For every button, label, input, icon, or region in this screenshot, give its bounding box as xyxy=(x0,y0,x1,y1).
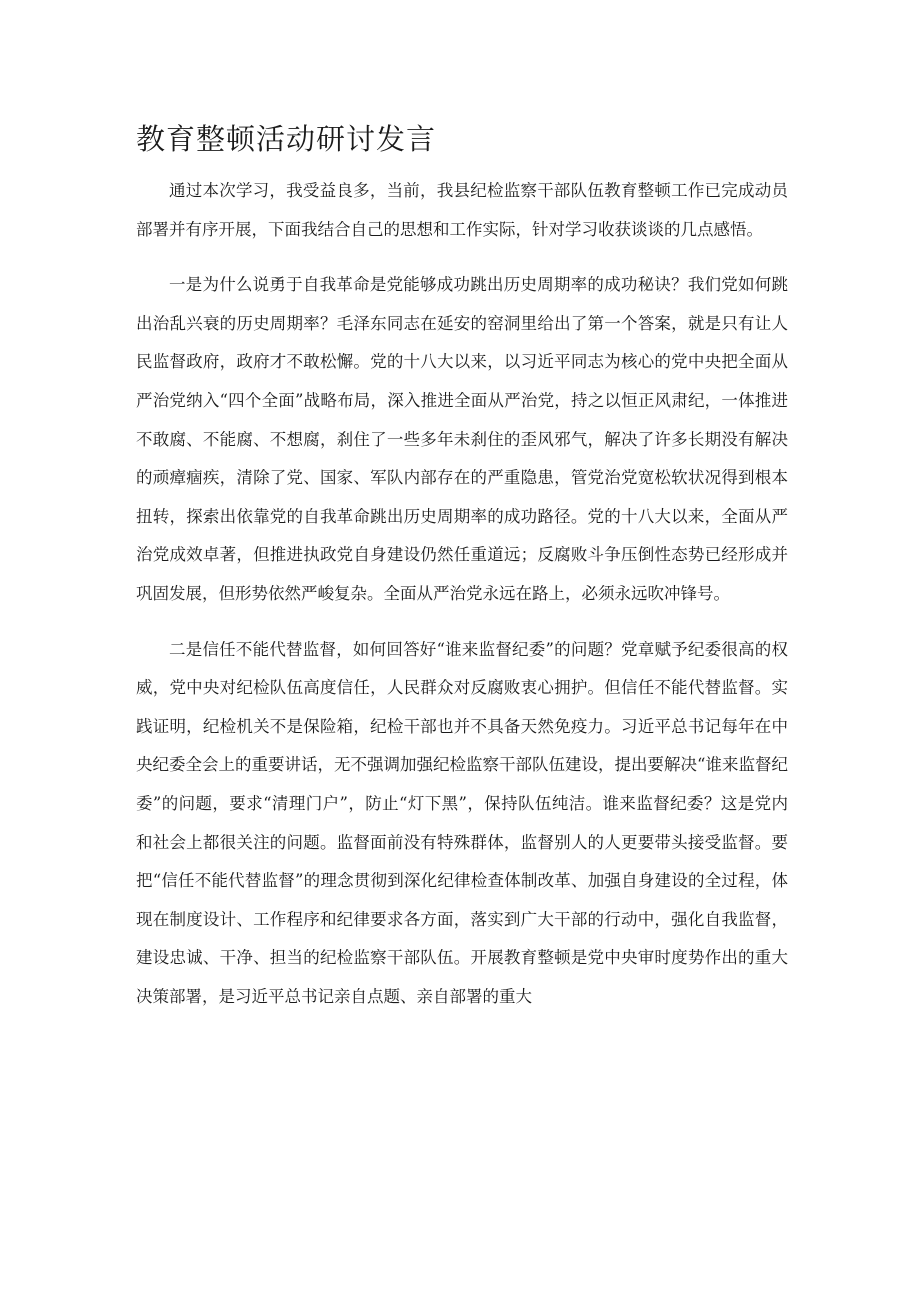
paragraph-intro: 通过本次学习，我受益良多，当前，我县纪检监察干部队伍教育整顿工作已完成动员部署并有序开展，下面我结合自己的思想和工作实际，针对学习收获谈谈的几点感悟。 xyxy=(136,181,788,239)
paragraph-point-two: 二是信任不能代替监督，如何回答好“谁来监督纪委”的问题？党章赋予纪委很高的权威，党中央对纪检队伍高度信任，人民群众对反腐败衷心拥护。但信任不能代替监督。实践证明，纪检机关不是保险箱，纪检干部也并不具备天然免疫力。习近平总书记每年在中央纪委全会上的重要讲话，无不强调加强纪检监察干部队伍建设，提出要解决“谁来监督纪委”的问题，要求“清理门户”，防止“灯下黑”，保持队伍纯洁。谁来监督纪委？这是党内和社会上都很关注的问题。监督面前没有特殊群体，监督别人的人更要带头接受监督。要把“信任不能代替监督”的理念贯彻到深化纪律检查体制改革、加强自身建设的全过程，体现在制度设计、工作程序和纪律要求各方面，落实到广大干部的行动中，强化自我监督，建设忠诚、干净、担当的纪检监察干部队伍。开展教育整顿是党中央审时度势作出的重大决策部署，是习近平总书记亲自点题、亲自部署的重大 xyxy=(136,639,788,1006)
document-body xyxy=(136,172,788,1033)
paragraph-point-one: 一是为什么说勇于自我革命是党能够成功跳出历史周期率的成功秘诀？我们党如何跳出治乱兴衰的历史周期率？毛泽东同志在延安的窑洞里给出了第一个答案，就是只有让人民监督政府，政府才不敢松懈。党的十八大以来，以习近平同志为核心的党中央把全面从严治党纳入“四个全面”战略布局，深入推进全面从严治党，持之以恒正风肃纪，一体推进不敢腐、不能腐、不想腐，刹住了一些多年未刹住的歪风邪气，解决了许多长期没有解决的顽瘴痼疾，清除了党、国家、军队内部存在的严重隐患，管党治党宽松软状况得到根本扭转，探索出依靠党的自我革命跳出历史周期率的成功路径。党的十八大以来，全面从严治党成效卓著，但推进执政党自身建设仍然任重道远；反腐败斗争压倒性态势已经形成并巩固发展，但形势依然严峻复杂。全面从严治党永远在路上，必须永远吹冲锋号。 xyxy=(136,275,788,603)
document-title: 教育整顿活动研讨发言 xyxy=(136,122,437,156)
